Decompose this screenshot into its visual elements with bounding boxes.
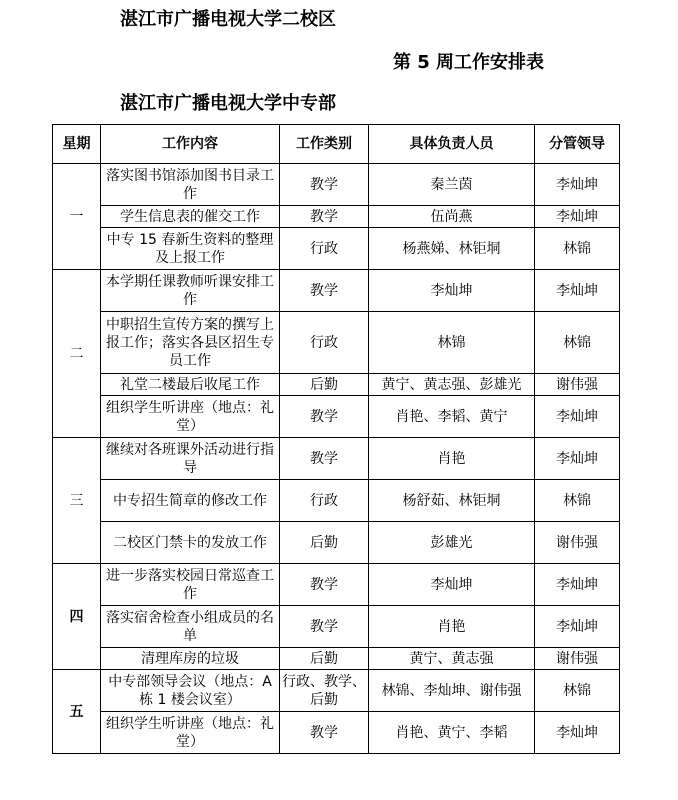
school-title: 湛江市广播电视大学二校区 xyxy=(120,9,336,30)
task-content: 本学期任课教师听课安排工作 xyxy=(101,270,280,312)
table-row xyxy=(53,564,620,606)
task-leader: 林锦 xyxy=(535,480,620,522)
task-category: 后勤 xyxy=(280,522,369,564)
task-category: 行政 xyxy=(280,480,369,522)
task-content: 继续对各班课外活动进行指导 xyxy=(101,438,280,480)
task-people: 肖艳、黄宁、李韬 xyxy=(369,712,535,754)
task-leader: 林锦 xyxy=(535,228,620,270)
task-content: 中职招生宣传方案的撰写上报工作；落实各县区招生专员工作 xyxy=(101,312,280,374)
task-content: 落实图书馆添加图书目录工作 xyxy=(101,164,280,206)
table-row xyxy=(53,480,620,522)
task-category: 教学 xyxy=(280,564,369,606)
task-leader: 谢伟强 xyxy=(535,522,620,564)
task-leader: 谢伟强 xyxy=(535,374,620,396)
task-people: 林锦、李灿坤、谢伟强 xyxy=(369,670,535,712)
week-schedule-title: 第 5 周工作安排表 xyxy=(393,52,545,73)
table-row xyxy=(53,712,620,754)
table-row xyxy=(53,670,620,712)
task-leader: 李灿坤 xyxy=(535,564,620,606)
task-people: 杨舒茹、林钜垌 xyxy=(369,480,535,522)
table-row xyxy=(53,648,620,670)
table-row xyxy=(53,374,620,396)
header-people: 具体负责人员 xyxy=(369,125,535,164)
day-cell-thu: 四 xyxy=(53,564,101,670)
task-people: 肖艳 xyxy=(369,438,535,480)
task-category: 行政 xyxy=(280,228,369,270)
task-people: 肖艳 xyxy=(369,606,535,648)
table-row xyxy=(53,396,620,438)
task-people: 杨燕娣、林钜垌 xyxy=(369,228,535,270)
task-people: 李灿坤 xyxy=(369,270,535,312)
task-leader: 李灿坤 xyxy=(535,396,620,438)
task-category: 教学 xyxy=(280,206,369,228)
schedule-table xyxy=(52,124,620,754)
task-people: 黄宁、黄志强、彭雄光 xyxy=(369,374,535,396)
task-people: 肖艳、李韬、黄宁 xyxy=(369,396,535,438)
day-cell-tue: 二 xyxy=(53,270,101,438)
task-content: 进一步落实校园日常巡查工作 xyxy=(101,564,280,606)
task-people: 伍尚燕 xyxy=(369,206,535,228)
task-content: 组织学生听讲座（地点：礼堂） xyxy=(101,396,280,438)
task-category: 教学 xyxy=(280,712,369,754)
header-content: 工作内容 xyxy=(101,125,280,164)
task-category: 后勤 xyxy=(280,648,369,670)
task-leader: 李灿坤 xyxy=(535,438,620,480)
table-row xyxy=(53,438,620,480)
day-cell-fri: 五 xyxy=(53,670,101,754)
task-content: 中专 15 春新生资料的整理及上报工作 xyxy=(101,228,280,270)
task-content: 清理库房的垃圾 xyxy=(101,648,280,670)
table-row xyxy=(53,270,620,312)
task-content: 中专招生简章的修改工作 xyxy=(101,480,280,522)
department-title: 湛江市广播电视大学中专部 xyxy=(120,93,336,114)
task-leader: 李灿坤 xyxy=(535,712,620,754)
task-content: 礼堂二楼最后收尾工作 xyxy=(101,374,280,396)
table-row xyxy=(53,606,620,648)
task-leader: 李灿坤 xyxy=(535,164,620,206)
task-people: 彭雄光 xyxy=(369,522,535,564)
task-category: 教学 xyxy=(280,396,369,438)
task-category: 教学 xyxy=(280,270,369,312)
task-leader: 李灿坤 xyxy=(535,606,620,648)
task-leader: 谢伟强 xyxy=(535,648,620,670)
table-row xyxy=(53,228,620,270)
table-row xyxy=(53,206,620,228)
header-day: 星期 xyxy=(53,125,101,164)
task-category: 行政 xyxy=(280,312,369,374)
task-category: 行政、教学、后勤 xyxy=(280,670,369,712)
task-content: 学生信息表的催交工作 xyxy=(101,206,280,228)
task-category: 后勤 xyxy=(280,374,369,396)
task-leader: 林锦 xyxy=(535,312,620,374)
day-cell-wed: 三 xyxy=(53,438,101,564)
table-row xyxy=(53,522,620,564)
task-content: 二校区门禁卡的发放工作 xyxy=(101,522,280,564)
task-people: 林锦 xyxy=(369,312,535,374)
table-row xyxy=(53,164,620,206)
task-content: 中专部领导会议（地点：A 栋 1 楼会议室） xyxy=(101,670,280,712)
task-content: 组织学生听讲座（地点：礼堂） xyxy=(101,712,280,754)
task-leader: 林锦 xyxy=(535,670,620,712)
header-leader: 分管领导 xyxy=(535,125,620,164)
task-leader: 李灿坤 xyxy=(535,270,620,312)
day-cell-mon: 一 xyxy=(53,164,101,270)
task-people: 李灿坤 xyxy=(369,564,535,606)
task-content: 落实宿舍检查小组成员的名单 xyxy=(101,606,280,648)
task-leader: 李灿坤 xyxy=(535,206,620,228)
task-category: 教学 xyxy=(280,164,369,206)
header-row xyxy=(53,125,620,164)
task-people: 秦兰茵 xyxy=(369,164,535,206)
task-category: 教学 xyxy=(280,606,369,648)
header-category: 工作类别 xyxy=(280,125,369,164)
table-row xyxy=(53,312,620,374)
task-people: 黄宁、黄志强 xyxy=(369,648,535,670)
task-category: 教学 xyxy=(280,438,369,480)
